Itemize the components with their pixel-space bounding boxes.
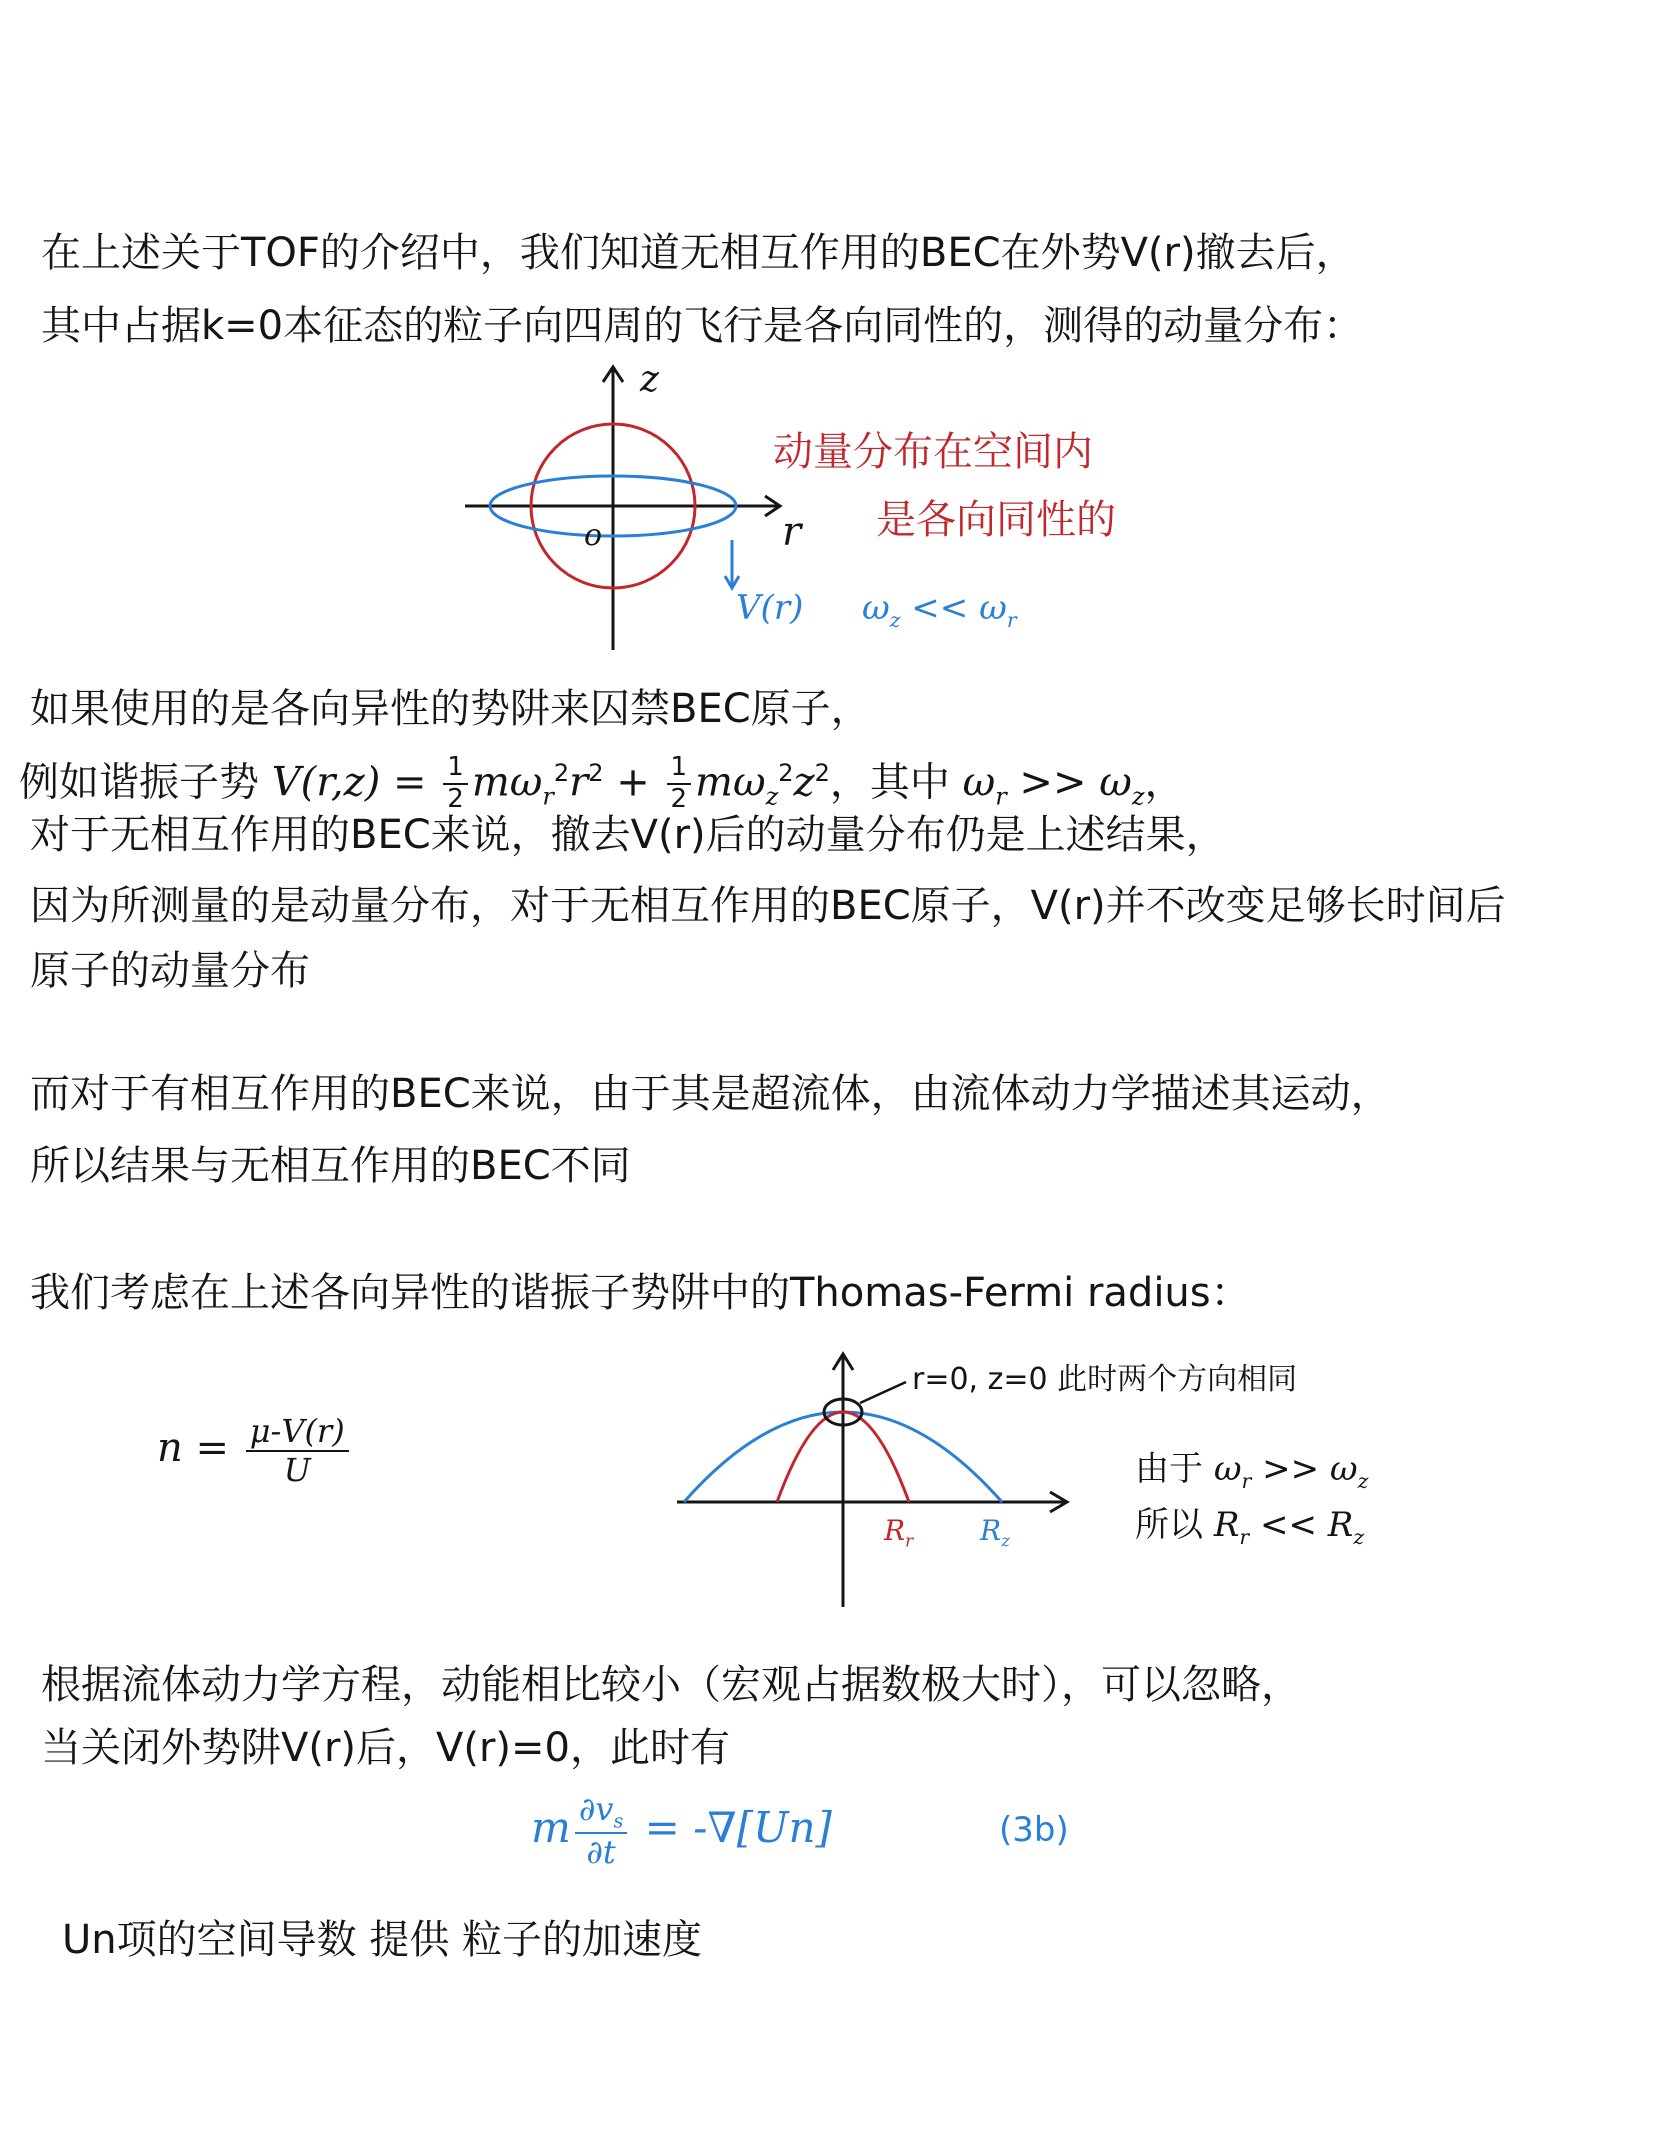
equation-tag: (3b)	[999, 1810, 1069, 1850]
omega-symbol: ω	[1329, 1449, 1358, 1489]
radius-z-label	[980, 1514, 1010, 1558]
var-r: r	[569, 759, 589, 806]
density-formula	[157, 1412, 353, 1489]
anisotropic-line-4: 因为所测量的是动量分布，对于无相互作用的BEC原子，V(r)并不改变足够长时间后	[30, 883, 1506, 929]
omega-symbol: ω	[1099, 759, 1132, 806]
interacting-line-1: 而对于有相互作用的BEC来说，由于其是超流体，由流体动力学描述其运动，	[30, 1071, 1391, 1117]
subscript-r: r	[542, 782, 554, 811]
radius-symbol: R	[1327, 1505, 1354, 1545]
subscript-z: z	[1353, 1524, 1365, 1549]
omega-symbol: ω	[862, 588, 890, 628]
intro-line-1: 在上述关于TOF的介绍中，我们知道无相互作用的BEC在外势V(r)撤去后，	[41, 230, 1356, 276]
origin-label: o	[584, 518, 603, 553]
density-denominator: U	[283, 1451, 311, 1489]
anisotropic-line-5: 原子的动量分布	[30, 948, 310, 994]
subscript-z: z	[1001, 1530, 1010, 1551]
fraction-numerator: 1	[667, 753, 692, 785]
omega-symbol: ω	[979, 588, 1007, 628]
omega-symbol: ω	[1213, 1449, 1242, 1489]
much-greater-than: >>	[1006, 759, 1100, 806]
equation-rhs: = -∇[Un]	[631, 1803, 832, 1852]
omega-symbol: ω	[962, 759, 996, 806]
potential-label: V(r)	[736, 588, 804, 628]
radius-symbol: R	[884, 1514, 906, 1547]
euler-equation	[531, 1790, 832, 1871]
r-axis-label: r	[782, 509, 802, 555]
subscript-z: z	[1131, 782, 1145, 811]
radius-symbol: R	[1213, 1505, 1240, 1545]
interacting-line-2: 所以结果与无相互作用的BEC不同	[30, 1143, 631, 1189]
trap-prefix: 例如谐振子势	[19, 759, 259, 806]
radius-r-label	[884, 1514, 913, 1558]
partial-velocity: ∂v	[578, 1789, 614, 1828]
thomas-fermi-intro: 我们考虑在上述各向异性的谐振子势阱中的Thomas-Fermi radius：	[30, 1270, 1251, 1316]
m-omega: mω	[695, 759, 766, 806]
subscript-r: r	[1239, 1524, 1250, 1549]
subscript-z: z	[889, 607, 901, 632]
density-fraction	[246, 1413, 349, 1489]
radius-symbol: R	[980, 1514, 1002, 1547]
conclusion-prefix: 所以	[1135, 1505, 1214, 1545]
frequency-reason	[1135, 1448, 1368, 1502]
subscript-r: r	[905, 1530, 914, 1551]
anisotropic-line-1: 如果使用的是各向异性的势阱来囚禁BEC原子，	[30, 686, 871, 732]
power-2: 2	[553, 759, 570, 787]
power-2: 2	[778, 759, 794, 787]
apex-leader-line	[860, 1382, 906, 1403]
much-less-than: <<	[1249, 1505, 1328, 1545]
radius-conclusion	[1135, 1504, 1364, 1558]
half-fraction	[443, 753, 468, 815]
fraction-numerator: 1	[443, 753, 468, 785]
z-axis-label: z	[640, 359, 659, 400]
fraction-denominator: 2	[670, 784, 688, 815]
var-z: z	[793, 759, 815, 806]
reason-prefix: 由于	[1135, 1449, 1214, 1489]
time-derivative-fraction	[575, 1791, 627, 1871]
subscript-r: r	[1006, 607, 1017, 632]
isotropy-note-line-1: 动量分布在空间内	[773, 429, 1093, 475]
trap-end: ，	[1144, 759, 1185, 806]
subscript-z: z	[1357, 1468, 1369, 1493]
trap-mid-text: ，其中	[829, 759, 963, 806]
subscript-z: z	[765, 782, 779, 811]
fraction-denominator: 2	[447, 784, 464, 815]
much-less-than: <<	[900, 588, 980, 628]
anisotropic-line-3: 对于无相互作用的BEC来说，撤去V(r)后的动量分布仍是上述结果，	[30, 812, 1226, 858]
subscript-r: r	[995, 782, 1007, 811]
derivative-numerator	[575, 1791, 627, 1834]
intro-line-2: 其中占据k=0本征态的粒子向四周的飞行是各向同性的，测得的动量分布：	[41, 303, 1364, 349]
isotropy-note-line-2: 是各向同性的	[876, 497, 1116, 543]
apex-note: r=0, z=0 此时两个方向相同	[912, 1362, 1298, 1397]
subscript-r: r	[1241, 1468, 1252, 1493]
hydro-line-3: Un项的空间导数 提供 粒子的加速度	[62, 1917, 703, 1963]
m-omega: mω	[471, 759, 543, 806]
derivative-denominator: ∂t	[586, 1833, 616, 1872]
trap-lhs: V(r,z) =	[259, 759, 440, 806]
mass-symbol: m	[531, 1803, 571, 1852]
plus-sign: +	[603, 759, 663, 806]
density-numerator: μ-V(r)	[246, 1413, 349, 1452]
hydro-line-1: 根据流体动力学方程，动能相比较小（宏观占据数极大时），可以忽略，	[41, 1662, 1301, 1708]
power-2: 2	[588, 759, 604, 787]
power-2: 2	[814, 759, 830, 787]
hydro-line-2: 当关闭外势阱V(r)后，V(r)=0，此时有	[41, 1725, 731, 1771]
density-lhs: n =	[157, 1425, 242, 1471]
much-greater-than: >>	[1251, 1449, 1330, 1489]
frequency-relation	[862, 584, 1017, 644]
subscript-s: s	[613, 1809, 624, 1833]
half-fraction	[667, 753, 692, 815]
